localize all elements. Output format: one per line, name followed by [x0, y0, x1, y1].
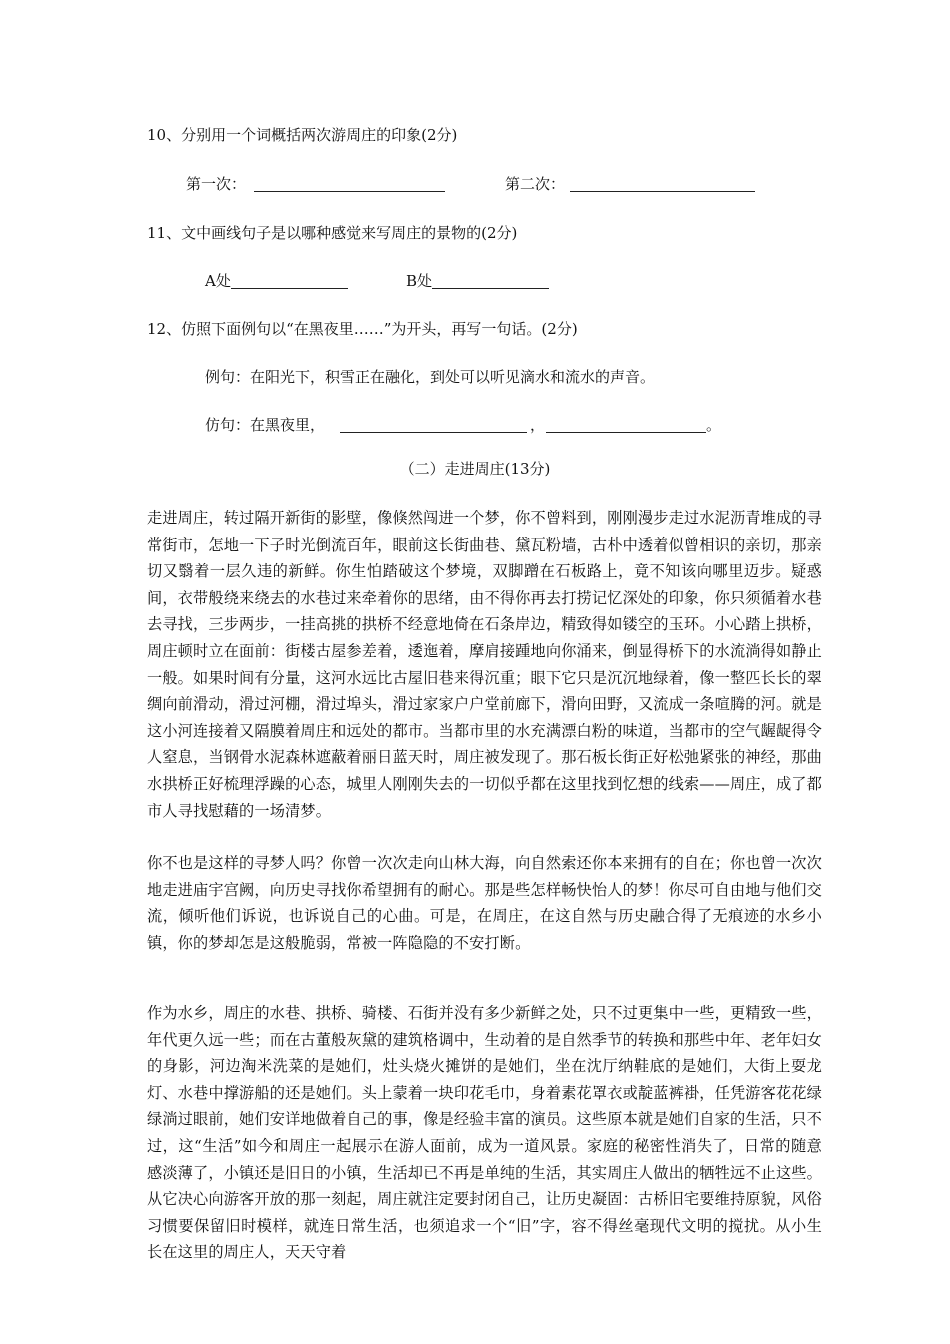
question-10: 10、分别用一个词概括两次游周庄的印象(2分): [147, 126, 458, 144]
q12-imitation-prefix: 仿句：在黑夜里，: [205, 416, 326, 434]
q12-answer-blank-2[interactable]: [546, 418, 706, 433]
q12-period: 。: [706, 416, 722, 434]
q10-first-label: 第一次：: [186, 175, 247, 193]
q11-b-answer-blank[interactable]: [432, 274, 549, 289]
q11-a-label: A处: [205, 272, 231, 290]
q11-a-answer-blank[interactable]: [231, 274, 348, 289]
question-12: 12、仿照下面例句以“在黑夜里……”为开头，再写一句话。(2分): [147, 320, 578, 338]
q10-second-label: 第二次：: [505, 175, 566, 193]
section-title: （二）走进周庄(13分): [399, 460, 551, 478]
q10-first-answer-blank[interactable]: [254, 177, 445, 192]
question-11: 11、文中画线句子是以哪种感觉来写周庄的景物的(2分): [147, 224, 518, 242]
q10-second-answer-blank[interactable]: [570, 177, 755, 192]
q11-b-label: B处: [406, 272, 433, 290]
paragraph-2: 你不也是这样的寻梦人吗？你曾一次次走向山林大海，向自然索还你本来拥有的自在；你也曾一次次地走进庙宇宫阙，向历史寻找你希望拥有的耐心。那是些怎样畅快怡人的梦！你尽可自由地与他们交流，倾听他们诉说，也诉说自己的心曲。可是，在周庄，在这自然与历史融合得了无痕迹的水乡小镇，你的梦却怎是这般脆弱，常被一阵隐隐的不安打断。: [147, 854, 822, 952]
q12-answer-blank-1[interactable]: [340, 418, 527, 433]
q12-comma: ，: [530, 416, 546, 434]
paragraph-3: 作为水乡，周庄的水巷、拱桥、骑楼、石街并没有多少新鲜之处，只不过更集中一些，更精致一些，年代更久远一些；而在古董般灰黛的建筑格调中，生动着的是自然季节的转换和那些中年、老年妇女的身影，河边淘米洗菜的是她们，灶头烧火摊饼的是她们，坐在沈厅纳鞋底的是她们，大街上耍龙灯、水巷中撑游船的还是她们。头上蒙着一块印花毛巾，身着素花罩衣或靛蓝裤褂，任凭游客花花绿绿淌过眼前，她们安详地做着自己的事，像是经验丰富的演员。这些原本就是她们自家的生活，只不过，这“生活”如今和周庄一起展示在游人面前，成为一道风景。家庭的秘密性消失了，日常的随意感淡薄了，小镇还是旧日的小镇，生活却已不再是单纯的生活，其实周庄人做出的牺牲远不止这些。从它决心向游客开放的那一刻起，周庄就注定要封闭自己，让历史凝固：古桥旧宅要维持原貌，风俗习惯要保留旧时模样，就连日常生活，也须追求一个“旧”字，容不得丝毫现代文明的搅扰。从小生长在这里的周庄人，天天守着: [147, 1004, 822, 1262]
q12-example: 例句：在阳光下，积雪正在融化，到处可以听见滴水和流水的声音。: [205, 368, 656, 386]
paragraph-1: 走进周庄，转过隔开新街的影壁，像倏然闯进一个梦，你不曾料到，刚刚漫步走过水泥沥青堆成的寻常街市，怎地一下子时光倒流百年，眼前这长街曲巷、黛瓦粉墙，古朴中透着似曾相识的亲切，那亲切又翳着一层久违的新鲜。你生怕踏破这个梦境，双脚蹭在石板路上，竟不知该向哪里迈步。疑惑间，衣带般绕来绕去的水巷过来牵着你的思绪，由不得你再去打捞记忆深处的印象，你只须循着水巷去寻找，三步两步，一挂高挑的拱桥不经意地倚在石条岸边，精致得如镂空的玉环。小心踏上拱桥，周庄顿时立在面前：街楼古屋参差着，逶迤着，摩肩接踵地向你涌来，倒显得桥下的水流淌得如静止一般。如果时间有分量，这河水远比古屋旧巷来得沉重；眼下它只是沉沉地绿着，像一整匹长长的翠绸向前滑动，滑过河棚，滑过埠头，滑过家家户户堂前廊下，滑向田野，又流成一条喧腾的河。就是这小河连接着又隔膜着周庄和远处的都市。当都市里的水充满漂白粉的味道，当都市的空气龌龊得令人窒息，当钢骨水泥森林遮蔽着丽日蓝天时，周庄被发现了。那石板长街正好松弛紧张的神经，那曲水拱桥正好梳理浮躁的心态，城里人刚刚失去的一切似乎都在这里找到忆想的线索——周庄，成了都市人寻找慰藉的一场清梦。: [147, 509, 822, 820]
